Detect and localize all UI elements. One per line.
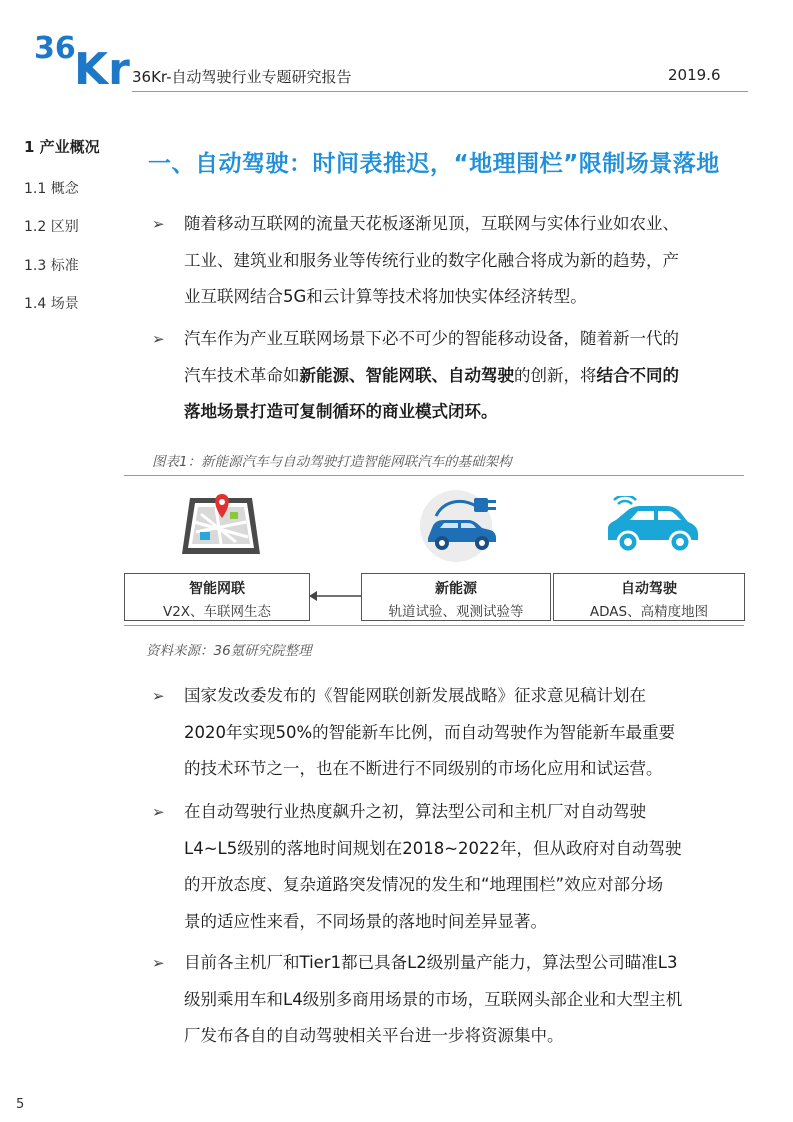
paragraph-line: 业互联网结合5G和云计算等技术将加快实体经济转型。 — [184, 287, 587, 306]
box-title: 新能源 — [435, 581, 477, 597]
bullet-paragraph — [152, 321, 752, 431]
arrow-bullet-icon: ➢ — [152, 215, 165, 233]
arrow-bullet-icon: ➢ — [152, 687, 165, 705]
paragraph-line: 的开放态度、复杂道路突发情况的发生和“地理围栏”效应对部分场 — [184, 875, 664, 894]
left-arrow-icon — [309, 588, 361, 604]
box-subtitle: V2X、车联网生态 — [162, 604, 272, 620]
paragraph-line: 级别乘用车和L4级别多商用场景的市场，互联网头部企业和大型主机 — [184, 989, 683, 1009]
paragraph-line: 的技术环节之一，也在不断进行不同级别的市场化应用和试运营。 — [184, 759, 663, 778]
figure-top-rule — [124, 475, 744, 476]
arrow-bullet-icon: ➢ — [152, 954, 165, 972]
svg-text:36: 36 — [34, 31, 76, 66]
report-title: 36Kr-自动驾驶行业专题研究报告 — [132, 68, 352, 86]
tablet-map-icon — [176, 492, 266, 558]
figure-bottom-rule — [124, 625, 744, 626]
bullet-paragraph — [152, 945, 752, 1055]
paragraph-line: 国家发改委发布的《智能网联创新发展战略》征求意见稿计划在 — [184, 686, 646, 705]
sidebar-section-title[interactable]: 1 产业概况 — [24, 138, 100, 156]
bullet-paragraph — [152, 794, 752, 940]
box-subtitle: ADAS、高精度地图 — [589, 604, 709, 620]
paragraph-line: 工业、建筑业和服务业等传统行业的数字化融合将成为新的趋势，产 — [184, 250, 679, 270]
arrow-bullet-icon: ➢ — [152, 803, 165, 821]
box-title: 自动驾驶 — [621, 581, 677, 597]
paragraph-line: 随着移动互联网的流量天花板逐渐见顶，互联网与实体行业如农业、 — [184, 214, 679, 233]
paragraph-line: 在自动驾驶行业热度飙升之初，算法型公司和主机厂对自动驾驶 — [184, 802, 646, 821]
figure-source: 资料来源：36氪研究院整理 — [146, 643, 312, 659]
paragraph-line: 汽车作为产业互联网场景下必不可少的智能移动设备，随着新一代的 — [184, 329, 679, 348]
paragraph-line: 目前各主机厂和Tier1都已具备L2级别量产能力，算法型公司瞄准L3 — [184, 953, 678, 972]
header-divider — [132, 91, 748, 92]
paragraph-line: 景的适应性来看，不同场景的落地时间差异显著。 — [184, 911, 547, 931]
electric-car-icon — [418, 486, 504, 562]
arrow-bullet-icon: ➢ — [152, 330, 165, 348]
box-autonomous-driving — [553, 573, 745, 621]
paragraph-line: 落地场景打造可复制循环的商业模式闭环。 — [184, 402, 498, 421]
sidebar-item-difference[interactable]: 1.2 区别 — [24, 219, 79, 235]
paragraph-line: 厂发布各自的自动驾驶相关平台进一步将资源集中。 — [184, 1026, 564, 1045]
sidebar-item-concept[interactable]: 1.1 概念 — [24, 181, 79, 197]
connected-car-icon — [602, 496, 702, 556]
figure-caption: 图表1：新能源汽车与自动驾驶打造智能网联汽车的基础架构 — [152, 454, 512, 470]
bullet-paragraph — [152, 678, 752, 788]
report-date: 2019.6 — [668, 66, 721, 84]
paragraph-line: L4~L5级别的落地时间规划在2018~2022年，但从政府对自动驾驶 — [184, 838, 682, 858]
sidebar-item-scenario[interactable]: 1.4 场景 — [24, 296, 79, 312]
box-title: 智能网联 — [189, 581, 245, 597]
page-number: 5 — [16, 1097, 25, 1112]
box-new-energy — [361, 573, 551, 621]
paragraph-line: 汽车技术革命如新能源、智能网联、自动驾驶的创新，将结合不同的 — [184, 365, 679, 385]
bullet-paragraph — [152, 206, 752, 316]
box-subtitle: 轨道试验、观测试验等 — [388, 604, 524, 620]
section-heading: 一、自动驾驶：时间表推迟，“地理围栏”限制场景落地 — [148, 151, 720, 177]
sidebar-item-standard[interactable]: 1.3 标准 — [24, 258, 79, 274]
box-intelligent-connected — [124, 573, 310, 621]
paragraph-line: 2020年实现50%的智能新车比例，而自动驾驶作为智能新车最重要 — [184, 722, 676, 742]
svg-text:Kr: Kr — [74, 44, 130, 92]
